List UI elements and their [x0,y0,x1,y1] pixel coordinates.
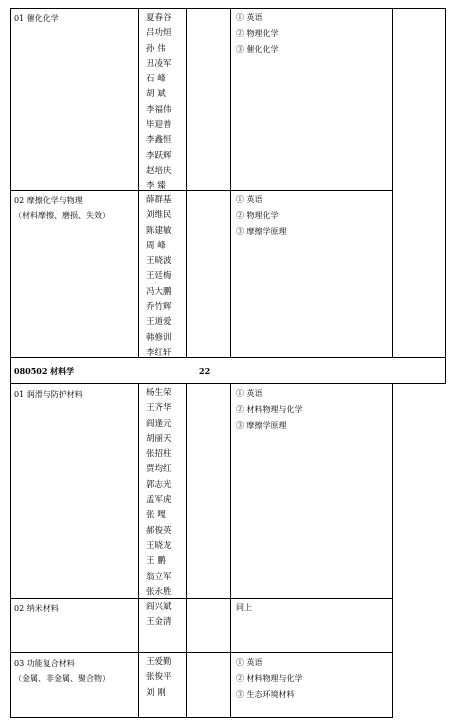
supervisor-name: 王道爱 [146,317,172,328]
supervisor-list [146,655,172,701]
section-bottom-line [10,383,446,384]
section-top-line [10,357,446,358]
enrollment-count: 22 [199,366,211,376]
exam-subject: ① 英语 [236,13,263,22]
col-divider-1 [138,8,139,357]
supervisor-list [146,600,172,631]
table-border-top [10,8,446,9]
supervisor-name: 王 鹏 [146,556,166,567]
exam-subjects [236,655,303,703]
exam-subjects [236,386,303,434]
col-divider-2 [186,8,187,357]
supervisor-name: 冯大鹏 [146,286,172,297]
supervisor-name: 丑凌军 [146,58,172,69]
supervisor-name: 刘维民 [146,210,172,221]
col-divider-3-lower [230,383,231,717]
supervisor-name: 李鑫恒 [146,135,172,146]
table-border-right [445,8,446,383]
col-divider-1-lower [138,383,139,717]
supervisor-name: 夏春谷 [146,13,172,23]
exam-subjects [236,10,279,58]
supervisor-name: 翁立军 [146,571,172,582]
major-label: 080502 材料学 [14,366,75,376]
col-divider-4 [392,8,393,357]
supervisor-list [146,386,172,600]
row-separator [10,598,393,599]
table-border-right-lower [392,383,393,718]
supervisor-name: 李红轩 [146,347,172,358]
research-direction: 01 催化化学 [14,14,59,23]
supervisor-name: 杨生荣 [146,388,172,398]
exam-subject: ③ 摩擦学原理 [236,227,287,236]
supervisor-name: 薛群基 [146,195,172,205]
supervisor-name: 石 峰 [146,74,166,85]
supervisor-name: 刘 刚 [146,687,166,698]
exam-subject: ② 物理化学 [236,29,279,38]
exam-subject: ③ 催化化学 [236,45,279,54]
supervisor-name: 张 嘎 [146,510,166,521]
supervisor-name: 李福伟 [146,104,172,115]
supervisor-name: 李 臻 [146,181,166,192]
supervisor-name: 阎兴斌 [146,602,172,612]
supervisor-name: 吕功烜 [146,28,172,39]
supervisor-name: 乔竹辉 [146,302,172,313]
exam-subject: ① 英语 [236,389,263,398]
exam-subject: ② 物理化学 [236,211,279,220]
supervisor-name: 毕迎普 [146,120,172,131]
supervisor-name: 王齐华 [146,403,172,414]
exam-subject: ① 英语 [236,658,263,667]
supervisor-name: 张俊平 [146,672,172,683]
supervisor-name: 胡 斌 [146,89,166,100]
supervisor-name: 王爱勤 [146,657,172,667]
supervisor-name: 阎逢元 [146,418,172,429]
supervisor-name: 张招柱 [146,449,172,460]
supervisor-name: 韩修训 [146,332,172,343]
research-direction: 02 纳米材料 [14,604,59,613]
research-direction: 01 润滑与防护材料 [14,390,83,399]
table-border-bottom [10,717,393,718]
row-separator [10,190,393,191]
supervisor-name: 赵培庆 [146,165,172,176]
exam-subject: ② 材料物理与化学 [236,674,303,683]
supervisor-name: 李跃辉 [146,150,172,161]
research-direction-note: （材料摩擦、磨损、失效） [14,211,110,220]
exam-subject: ② 材料物理与化学 [236,405,303,414]
supervisor-list [146,193,172,361]
supervisor-name: 张永胜 [146,586,172,597]
table-border-left [10,8,11,718]
supervisor-name: 孙 伟 [146,43,166,54]
exam-subject: ③ 生态环境材料 [236,690,295,699]
exam-subject: ① 英语 [236,195,263,204]
supervisor-name: 王金清 [146,617,172,628]
supervisor-name: 周 峰 [146,240,166,251]
col-divider-2-lower [186,383,187,717]
supervisor-name: 郭志光 [146,479,172,490]
exam-subject: 同上 [236,603,252,612]
research-direction-note: （金属、非金属、聚合物） [14,674,110,683]
supervisor-name: 郝俊英 [146,525,172,536]
supervisor-name: 贾均红 [146,464,172,475]
exam-subject: ③ 摩擦学原理 [236,421,287,430]
supervisor-name: 王晓龙 [146,540,172,551]
supervisor-name: 陈建敏 [146,225,172,236]
exam-subjects [236,192,287,240]
supervisor-name: 胡丽天 [146,433,172,444]
exam-subjects [236,600,252,616]
supervisor-name: 王晓波 [146,256,172,267]
supervisor-list [146,11,172,195]
research-direction: 03 功能复合材料 [14,659,75,668]
col-divider-3 [230,8,231,357]
supervisor-name: 孟军虎 [146,495,172,506]
supervisor-name: 王廷梅 [146,271,172,282]
row-separator [10,652,393,653]
research-direction: 02 摩擦化学与物理 [14,196,83,205]
